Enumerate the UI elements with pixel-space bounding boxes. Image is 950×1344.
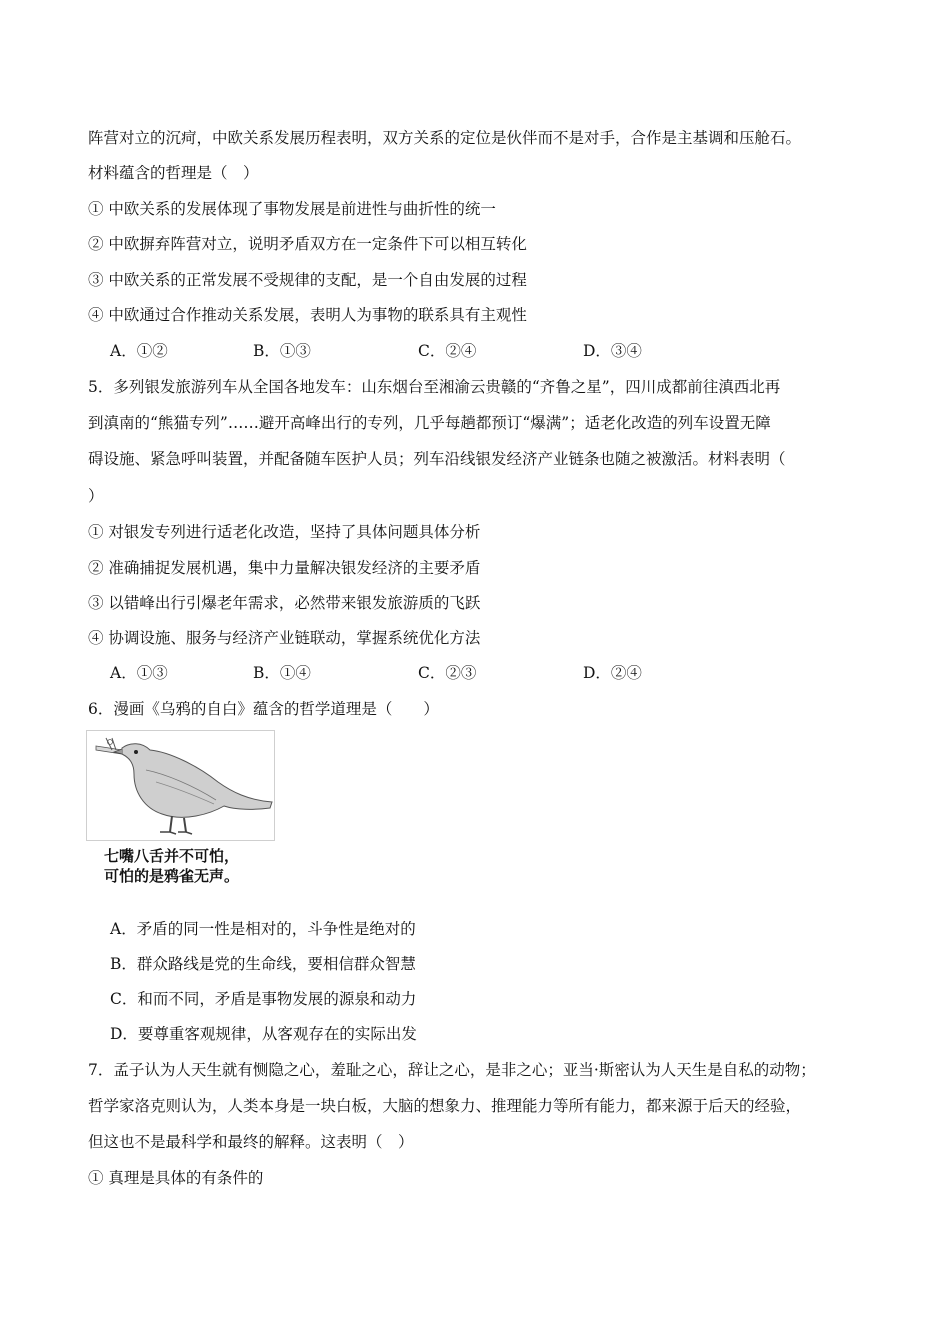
q6-option-a[interactable]: A．矛盾的同一性是相对的，斗争性是绝对的 <box>110 920 416 938</box>
q4-text-line: 阵营对立的沉疴，中欧关系发展历程表明，双方关系的定位是伙伴而不是对手，合作是主基调和压舱石。 <box>88 129 802 147</box>
q7-stem-line-1: 7．孟子认为人天生就有恻隐之心，羞耻之心，辞让之心，是非之心；亚当·斯密认为人天生是自私的动物； <box>88 1061 816 1079</box>
q5-statement-1: ① 对银发专列进行适老化改造，坚持了具体问题具体分析 <box>88 523 481 541</box>
q7-stem-line-2: 哲学家洛克则认为，人类本身是一块白板，大脑的想象力、推理能力等所有能力，都来源于后天的经验， <box>88 1097 802 1115</box>
q7-statement-1: ① 真理是具体的有条件的 <box>88 1169 264 1187</box>
cartoon-caption-line-1: 七嘴八舌并不可怕， <box>104 847 240 865</box>
q4-option-c[interactable]: C．②④ <box>418 342 477 360</box>
crow-cartoon <box>86 730 276 842</box>
q5-statement-2: ② 准确捕捉发展机遇，集中力量解决银发经济的主要矛盾 <box>88 559 481 577</box>
q5-stem-line-2: 到滇南的“熊猫专列”……避开高峰出行的专列，几乎每趟都预订“爆满”；适老化改造的列车设置无障 <box>88 414 771 432</box>
cartoon-caption-line-2: 可怕的是鸦雀无声。 <box>104 867 240 885</box>
q6-option-b[interactable]: B．群众路线是党的生命线，要相信群众智慧 <box>110 955 416 973</box>
crow-illustration <box>86 730 276 842</box>
q5-statement-3: ③ 以错峰出行引爆老年需求，必然带来银发旅游质的飞跃 <box>88 594 481 612</box>
q6-option-d[interactable]: D．要尊重客观规律，从客观存在的实际出发 <box>110 1025 417 1043</box>
q4-statement-4: ④ 中欧通过合作推动关系发展，表明人为事物的联系具有主观性 <box>88 306 527 324</box>
q7-stem-line-3: 但这也不是最科学和最终的解释。这表明（ ） <box>88 1133 414 1151</box>
q4-statement-3: ③ 中欧关系的正常发展不受规律的支配，是一个自由发展的过程 <box>88 271 527 289</box>
q4-statement-2: ② 中欧摒弃阵营对立，说明矛盾双方在一定条件下可以相互转化 <box>88 235 527 253</box>
q5-statement-4: ④ 协调设施、服务与经济产业链联动，掌握系统优化方法 <box>88 629 481 647</box>
q5-stem-line-3: 碍设施、紧急呼叫装置，并配备随车医护人员；列车沿线银发经济产业链条也随之被激活。材料表明（ <box>88 450 786 468</box>
q5-stem-line-4: ） <box>88 487 104 505</box>
q6-stem: 6．漫画《乌鸦的自白》蕴含的哲学道理是（ ） <box>88 700 439 718</box>
q5-option-a[interactable]: A．①③ <box>110 664 168 682</box>
q5-stem-line-1: 5．多列银发旅游列车从全国各地发车：山东烟台至湘渝云贵赣的“齐鲁之星”，四川成都前往滇西北再 <box>88 378 781 396</box>
q5-option-c[interactable]: C．②③ <box>418 664 477 682</box>
q5-option-d[interactable]: D．②④ <box>583 664 642 682</box>
q4-option-b[interactable]: B．①③ <box>253 342 311 360</box>
q6-option-c[interactable]: C．和而不同，矛盾是事物发展的源泉和动力 <box>110 990 417 1008</box>
q4-prompt: 材料蕴含的哲理是（ ） <box>88 164 259 182</box>
q4-statement-1: ① 中欧关系的发展体现了事物发展是前进性与曲折性的统一 <box>88 200 496 218</box>
q4-option-d[interactable]: D．③④ <box>583 342 642 360</box>
q5-option-b[interactable]: B．①④ <box>253 664 311 682</box>
q4-option-a[interactable]: A．①② <box>110 342 168 360</box>
